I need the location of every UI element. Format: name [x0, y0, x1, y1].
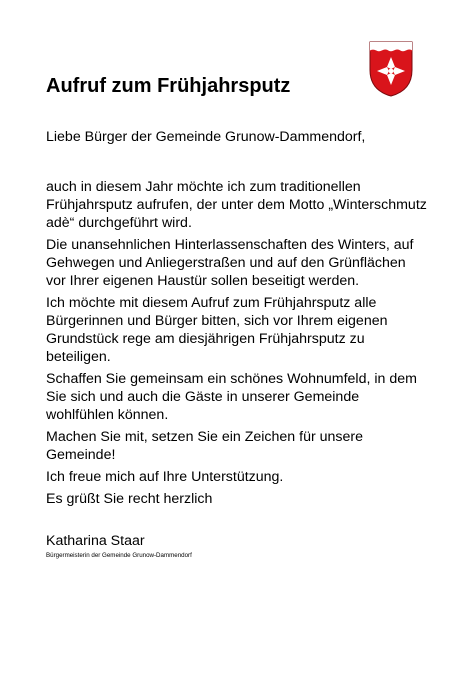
greeting-text: Liebe Bürger der Gemeinde Grunow-Dammendorf,	[46, 129, 366, 145]
signature-role: Bürgermeisterin der Gemeinde Grunow-Dammendorf	[46, 552, 192, 559]
paragraph: Es grüßt Sie recht herzlich	[46, 491, 213, 507]
coat-of-arms-icon	[368, 40, 414, 98]
page-title: Aufruf zum Frühjahrsputz	[46, 75, 291, 97]
paragraph: Ich freue mich auf Ihre Unterstützung.	[46, 469, 284, 485]
paragraph: Schaffen Sie gemeinsam ein schönes Wohnumfeld, in dem Sie sich und auch die Gäste in unserer Gemeinde wohlfühlen können.	[46, 371, 417, 423]
paragraph: Die unansehnlichen Hinterlassenschaften des Winters, auf Gehwegen und Anliegerstraßen und auf den Grünflächen vor Ihrer eigenen Haustür sollen beseitigt werden.	[46, 237, 414, 289]
paragraph: Ich möchte mit diesem Aufruf zum Frühjahrsputz alle Bürgerinnen und Bürger bitten, sich vor Ihrem eigenen Grundstück rege am diesjährigen Frühjahrsputz zu beteiligen.	[46, 295, 388, 365]
paragraph: auch in diesem Jahr möchte ich zum traditionellen Frühjahrsputz aufrufen, der unter dem Motto „Winterschmutz adè“ durchgeführt wird.	[46, 179, 427, 231]
letter-body	[46, 178, 428, 512]
signature-name: Katharina Staar	[46, 533, 145, 549]
paragraph: Machen Sie mit, setzen Sie ein Zeichen für unsere Gemeinde!	[46, 429, 364, 463]
